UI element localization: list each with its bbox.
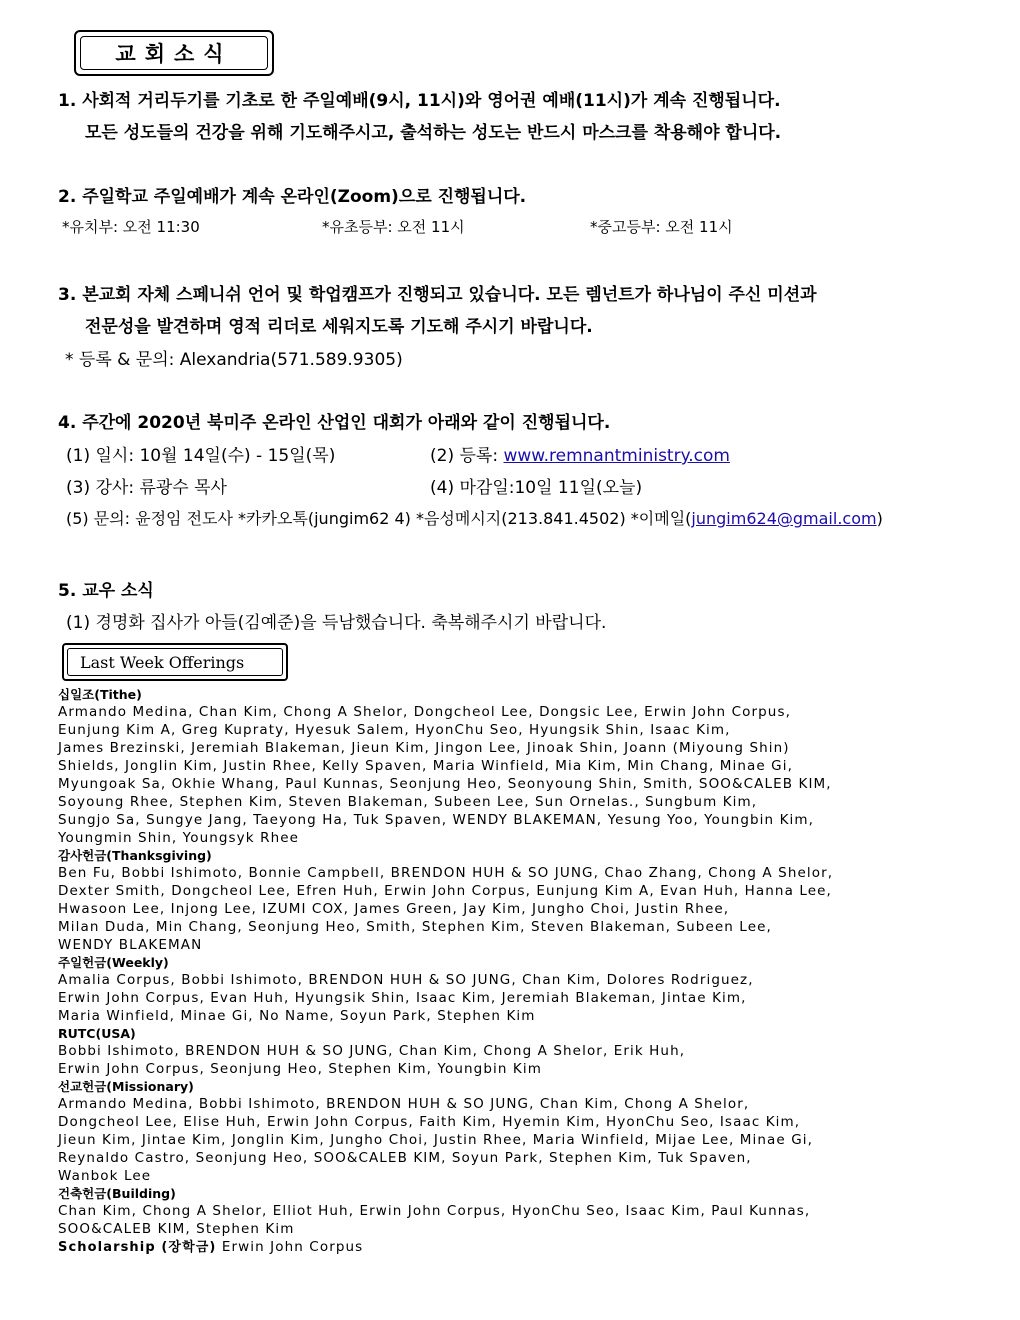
offering-line: James Brezinski, Jeremiah Blakeman, Jieun Kim, Jingon Lee, Jinoak Shin, Joann (Miyoung Shin): [58, 740, 790, 756]
offerings-title-box: [62, 643, 288, 681]
building-label: 건축헌금(Building): [58, 1186, 176, 1201]
item-2-kindergarten: *유치부: 오전 11:30: [62, 218, 200, 236]
item-4-inquiry: [66, 506, 883, 529]
item-5-line-1: 5. 교우 소식: [58, 581, 154, 601]
item-4-registration: [430, 441, 730, 466]
tithe-names: [58, 703, 958, 847]
offering-line: Dexter Smith, Dongcheol Lee, Efren Huh, Erwin John Corpus, Eunjung Kim A, Evan Huh, Hanna Lee,: [58, 883, 832, 899]
item-2-elementary: *유초등부: 오전 11시: [322, 218, 465, 236]
registration-label: (2) 등록:: [430, 446, 504, 466]
offering-line: Shields, Jonglin Kim, Justin Rhee, Kelly Spaven, Maria Winfield, Mia Kim, Min Chang, Minae Gi,: [58, 758, 793, 774]
item-3-contact: * 등록 & 문의: Alexandria(571.589.9305): [65, 350, 403, 370]
item-4-speaker: (3) 강사: 류광수 목사: [66, 478, 227, 498]
rutc-label: RUTC(USA): [58, 1026, 136, 1041]
offering-line: Reynaldo Castro, Seonjung Heo, SOO&CALEB KIM, Soyun Park, Stephen Kim, Tuk Spaven,: [58, 1150, 752, 1166]
offering-line: Erwin John Corpus, Seonjung Heo, Stephen Kim, Youngbin Kim: [58, 1061, 542, 1077]
offering-line: SOO&CALEB KIM, Stephen Kim: [58, 1221, 295, 1237]
scholarship-label: Scholarship (장학금): [58, 1240, 217, 1255]
title-box: [74, 30, 274, 76]
item-3-line-2: 전문성을 발견하며 영적 리더로 세워지도록 기도해 주시기 바랍니다.: [85, 317, 593, 337]
offering-line: Amalia Corpus, Bobbi Ishimoto, BRENDON HUH & SO JUNG, Chan Kim, Dolores Rodriguez,: [58, 972, 754, 988]
item-2-youth: *중고등부: 오전 11시: [590, 218, 733, 236]
inquiry-close: ): [876, 509, 883, 528]
email-link[interactable]: jungim624@gmail.com: [691, 509, 877, 528]
offering-line: Bobbi Ishimoto, BRENDON HUH & SO JUNG, Chan Kim, Chong A Shelor, Erik Huh,: [58, 1043, 686, 1059]
page-title: 교회소식: [80, 36, 268, 70]
offering-line: Hwasoon Lee, Injong Lee, IZUMI COX, James Green, Jay Kim, Jungho Choi, Justin Rhee,: [58, 901, 730, 917]
item-2-line-1: 2. 주일학교 주일예배가 계속 온라인(Zoom)으로 진행됩니다.: [58, 187, 527, 207]
offering-line: Soyoung Rhee, Stephen Kim, Steven Blakeman, Subeen Lee, Sun Ornelas., Sungbum Kim,: [58, 794, 758, 810]
item-3-line-1: 3. 본교회 자체 스페니쉬 언어 및 학업캠프가 진행되고 있습니다. 모든 렘넌트가 하나님이 주신 미션과: [58, 285, 817, 305]
building-names: [58, 1202, 958, 1238]
item-4-date: (1) 일시: 10월 14일(수) - 15일(목): [66, 446, 336, 466]
thanksgiving-label: 감사헌금(Thanksgiving): [58, 848, 212, 863]
item-1-line-1: 1. 사회적 거리두기를 기초로 한 주일예배(9시, 11시)와 영어권 예배(11시)가 계속 진행됩니다.: [58, 91, 781, 111]
offering-line: Chan Kim, Chong A Shelor, Elliot Huh, Erwin John Corpus, HyonChu Seo, Isaac Kim, Paul Kunnas,: [58, 1203, 811, 1219]
tithe-label: 십일조(Tithe): [58, 687, 142, 702]
offering-line: Myungoak Sa, Okhie Whang, Paul Kunnas, Seonjung Heo, Seonyoung Shin, Smith, SOO&CALEB KIM,: [58, 776, 832, 792]
offering-line: Eunjung Kim A, Greg Kupraty, Hyesuk Salem, HyonChu Seo, Hyungsik Shin, Isaac Kim,: [58, 722, 731, 738]
rutc-names: [58, 1042, 958, 1078]
missionary-names: [58, 1095, 958, 1185]
offerings-title: Last Week Offerings: [67, 648, 283, 676]
offering-line: Armando Medina, Bobbi Ishimoto, BRENDON HUH & SO JUNG, Chan Kim, Chong A Shelor,: [58, 1096, 750, 1112]
offering-line: Maria Winfield, Minae Gi, No Name, Soyun Park, Stephen Kim: [58, 1008, 536, 1024]
scholarship-names: Erwin John Corpus: [221, 1239, 364, 1255]
offering-line: WENDY BLAKEMAN: [58, 937, 203, 953]
item-4-line-1: 4. 주간에 2020년 북미주 온라인 산업인 대회가 아래와 같이 진행됩니다.: [58, 413, 611, 433]
item-4-deadline: (4) 마감일:10일 11일(오늘): [430, 478, 643, 498]
weekly-label: 주일헌금(Weekly): [58, 955, 169, 970]
offering-line: Jieun Kim, Jintae Kim, Jonglin Kim, Jungho Choi, Justin Rhee, Maria Winfield, Mijae Lee, Minae Gi,: [58, 1132, 814, 1148]
offerings-list: [58, 686, 958, 1257]
registration-link[interactable]: www.remnantministry.com: [503, 446, 730, 466]
offering-line: Milan Duda, Min Chang, Seonjung Heo, Smith, Stephen Kim, Steven Blakeman, Subeen Lee,: [58, 919, 772, 935]
offering-line: Wanbok Lee: [58, 1168, 152, 1184]
weekly-names: [58, 971, 958, 1025]
offering-line: Armando Medina, Chan Kim, Chong A Shelor, Dongcheol Lee, Dongsic Lee, Erwin John Corpus,: [58, 704, 791, 720]
inquiry-text: (5) 문의: 윤정임 전도사 *카카오톡(jungim62 4) *음성메시지(213.841.4502) *이메일(: [66, 509, 692, 528]
offering-line: Sungjo Sa, Sungye Jang, Taeyong Ha, Tuk Spaven, WENDY BLAKEMAN, Yesung Yoo, Youngbin Kim,: [58, 812, 815, 828]
missionary-label: 선교헌금(Missionary): [58, 1079, 194, 1094]
offering-line: Youngmin Shin, Youngsyk Rhee: [58, 830, 300, 846]
item-1-line-2: 모든 성도들의 건강을 위해 기도해주시고, 출석하는 성도는 반드시 마스크를 착용해야 합니다.: [85, 123, 782, 143]
scholarship-row: [58, 1238, 958, 1257]
offering-line: Ben Fu, Bobbi Ishimoto, Bonnie Campbell, BRENDON HUH & SO JUNG, Chao Zhang, Chong A Shelor,: [58, 865, 834, 881]
item-5-news: (1) 경명화 집사가 아들(김예준)을 득남했습니다. 축복해주시기 바랍니다.: [66, 613, 607, 633]
offering-line: Dongcheol Lee, Elise Huh, Erwin John Corpus, Faith Kim, Hyemin Kim, HyonChu Seo, Isaac Kim,: [58, 1114, 801, 1130]
thanksgiving-names: [58, 864, 958, 954]
offering-line: Erwin John Corpus, Evan Huh, Hyungsik Shin, Isaac Kim, Jeremiah Blakeman, Jintae Kim,: [58, 990, 747, 1006]
